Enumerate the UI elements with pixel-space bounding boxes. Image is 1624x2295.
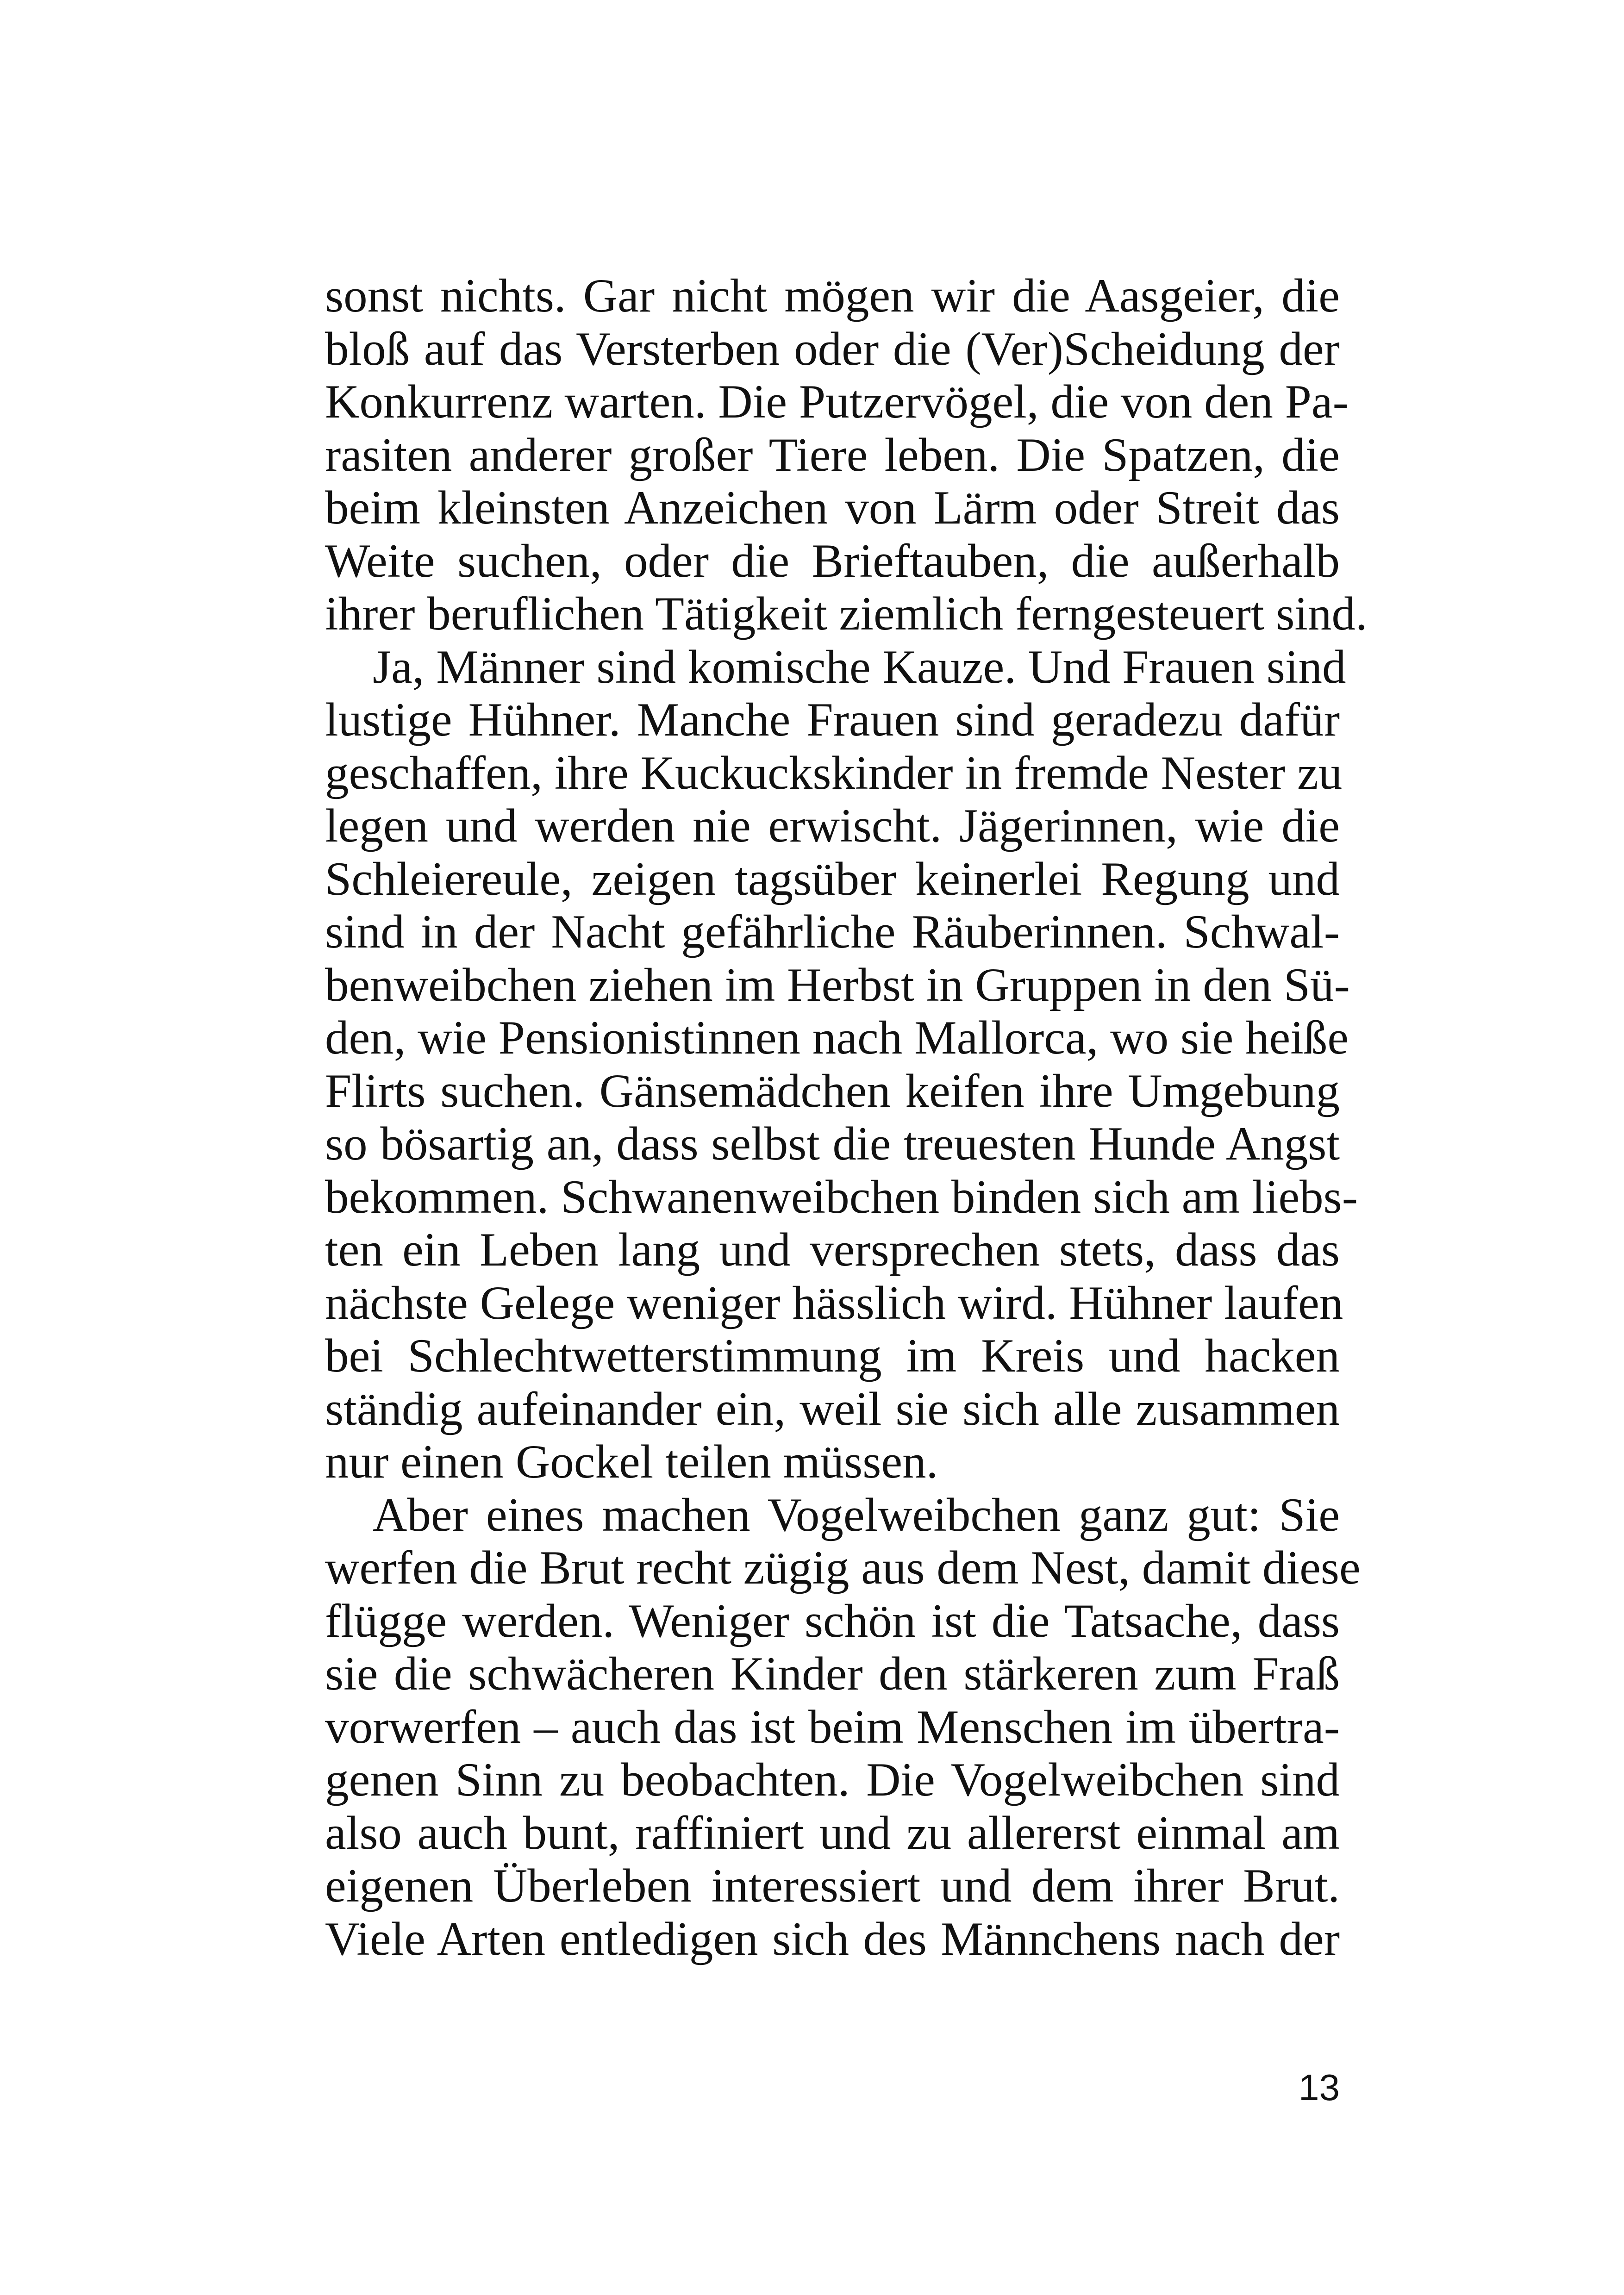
text-line: bei Schlechtwetterstimmung im Kreis und hacken: [325, 1329, 1340, 1382]
text-line: also auch bunt, raffiniert und zu allererst einmal am: [325, 1806, 1340, 1859]
text-line: Flirts suchen. Gänsemädchen keifen ihre Umgebung: [325, 1064, 1340, 1117]
text-line: so bösartig an, dass selbst die treuesten Hunde Angst: [325, 1117, 1340, 1170]
text-line: ten ein Leben lang und versprechen stets, dass das: [325, 1223, 1340, 1276]
paragraph: [325, 1488, 1361, 1966]
text-line: Aber eines machen Vogelweibchen ganz gut: Sie: [373, 1488, 1340, 1541]
text-line: bloß auf das Versterben oder die (Ver)Scheidung der: [325, 322, 1340, 375]
text-line: Weite suchen, oder die Brieftauben, die außerhalb: [325, 534, 1340, 587]
text-line: Viele Arten entledigen sich des Männchens nach der: [325, 1912, 1340, 1965]
text-line: eigenen Überleben interessiert und dem ihrer Brut.: [325, 1859, 1340, 1912]
text-line: rasiten anderer großer Tiere leben. Die Spatzen, die: [325, 428, 1340, 481]
text-line: Ja, Männer sind komische Kauze. Und Frauen sind: [373, 640, 1346, 693]
text-line: legen und werden nie erwischt. Jägerinnen, wie die: [325, 799, 1340, 852]
text-line: den, wie Pensionistinnen nach Mallorca, wo sie heiße: [325, 1011, 1349, 1064]
text-line: sonst nichts. Gar nicht mögen wir die Aasgeier, die: [325, 269, 1340, 322]
text-line: genen Sinn zu beobachten. Die Vogelweibchen sind: [325, 1753, 1340, 1806]
text-line: Konkurrenz warten. Die Putzervögel, die von den Pa-: [325, 375, 1349, 428]
text-line: nächste Gelege weniger hässlich wird. Hühner laufen: [325, 1276, 1343, 1329]
text-line: werfen die Brut recht zügig aus dem Nest, damit diese: [325, 1541, 1361, 1594]
paragraph: [325, 269, 1368, 641]
text-line: sie die schwächeren Kinder den stärkeren zum Fraß: [325, 1647, 1340, 1700]
paragraph: [325, 640, 1358, 1489]
body-text: [325, 269, 1368, 1965]
text-line: beim kleinsten Anzeichen von Lärm oder Streit das: [325, 481, 1340, 534]
text-line: lustige Hühner. Manche Frauen sind geradezu dafür: [325, 693, 1340, 746]
text-line: vorwerfen – auch das ist beim Menschen im übertra-: [325, 1700, 1340, 1753]
text-line: ständig aufeinander ein, weil sie sich alle zusammen: [325, 1382, 1340, 1435]
page-number: 13: [1299, 2067, 1340, 2108]
text-line: ihrer beruflichen Tätigkeit ziemlich ferngesteuert sind.: [325, 587, 1368, 640]
text-line: sind in der Nacht gefährliche Räuberinnen. Schwal-: [325, 905, 1340, 958]
text-line: flügge werden. Weniger schön ist die Tatsache, dass: [325, 1594, 1340, 1647]
text-line: geschaffen, ihre Kuckuckskinder in fremde Nester zu: [325, 746, 1343, 799]
text-line: bekommen. Schwanenweibchen binden sich am liebs-: [325, 1170, 1358, 1223]
text-line: Schleiereule, zeigen tagsüber keinerlei Regung und: [325, 852, 1340, 905]
text-line: nur einen Gockel teilen müssen.: [325, 1435, 938, 1488]
text-line: benweibchen ziehen im Herbst in Gruppen in den Sü-: [325, 958, 1350, 1011]
